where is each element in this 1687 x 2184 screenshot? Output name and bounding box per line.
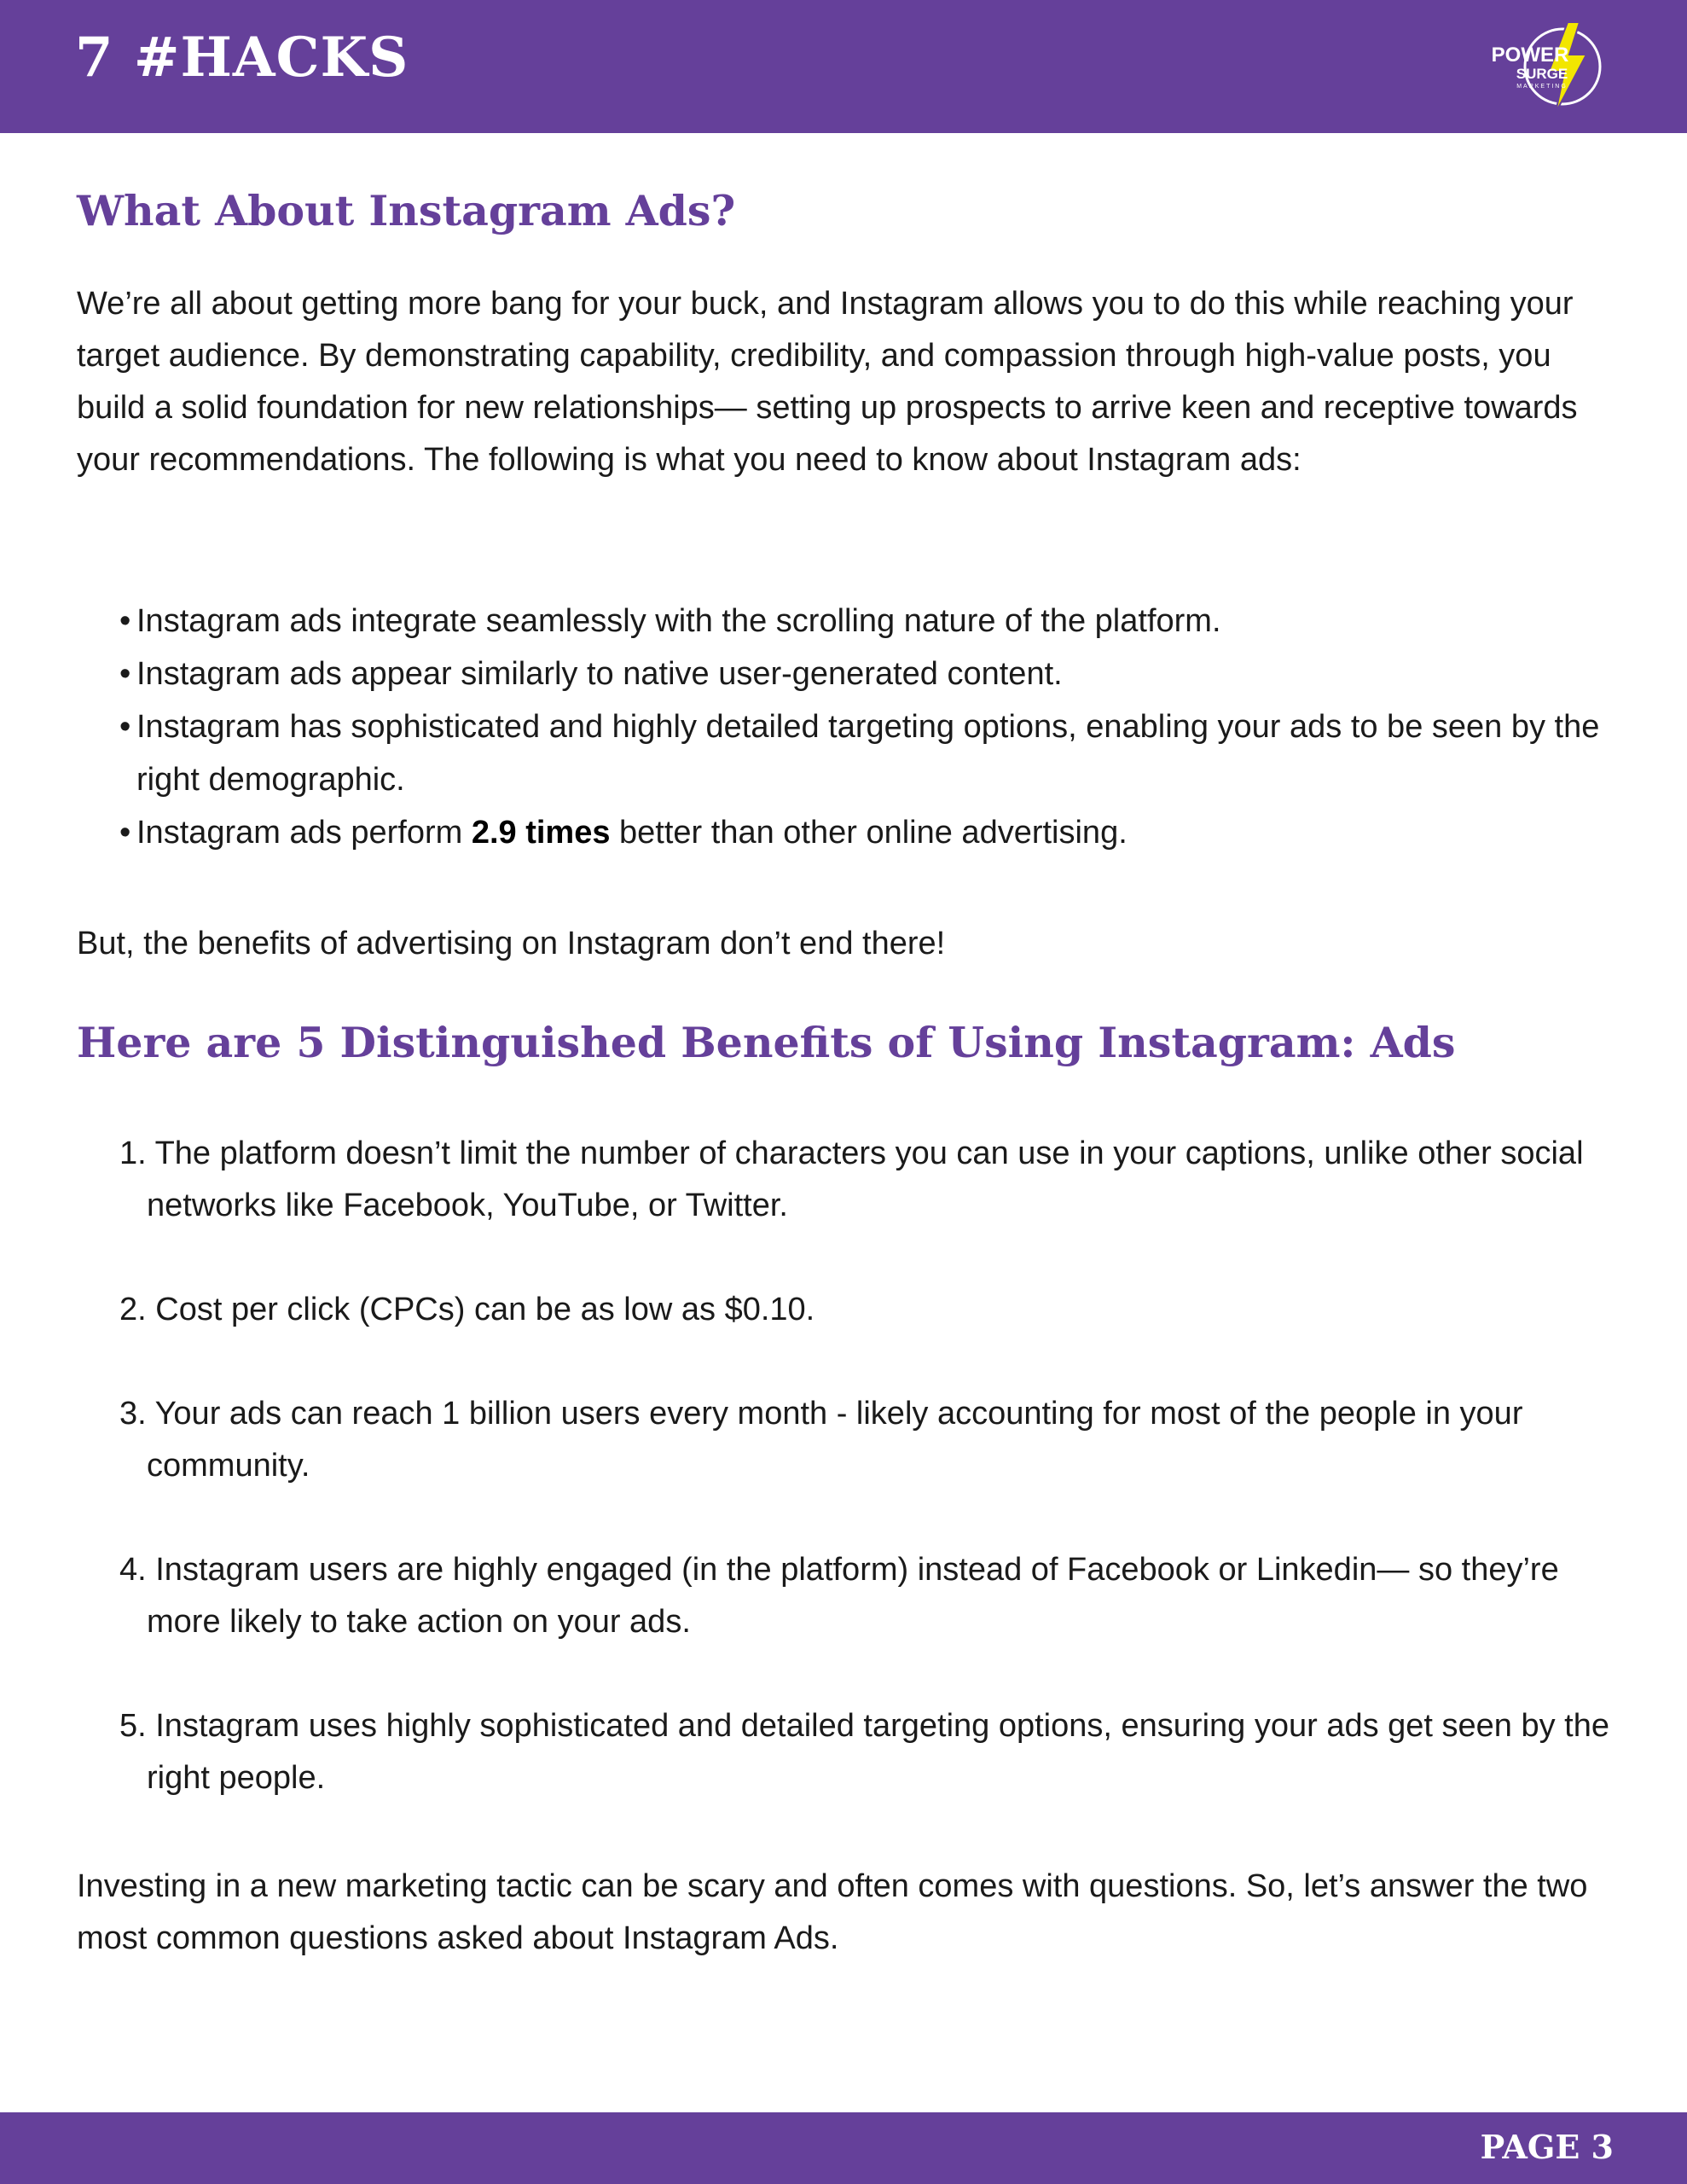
list-item: 2. Cost per click (CPCs) can be as low as $0.10.: [119, 1292, 815, 1327]
list-item: [119, 806, 1620, 859]
list-item: 1. The platform doesn’t limit the number of characters you can use in your captions, unlike other social networks like Facebook, YouTube, or Twitter.: [119, 1136, 1584, 1223]
page-number: PAGE 3: [1480, 2128, 1614, 2166]
list-item: 5. Instagram uses highly sophisticated and detailed targeting options, ensuring your ads get seen by the right people.: [119, 1708, 1609, 1796]
bullet-text-before: Instagram ads perform: [136, 815, 472, 851]
logo-text-marketing: MARKETING: [1516, 84, 1568, 90]
list-item: • Instagram has sophisticated and highly detailed targeting options, enabling your ads to be seen by the right demographic.: [119, 700, 1620, 806]
document-title: 7 #HACKS: [75, 26, 409, 90]
bold-stat: 2.9 times: [471, 815, 611, 851]
header-bar: [0, 0, 1687, 133]
list-item: • Instagram ads appear similarly to native user-generated content.: [119, 648, 1620, 700]
power-surge-logo: [1467, 17, 1612, 116]
section-heading-benefits: Here are 5 Distinguished Benefits of Using Instagram: Ads: [77, 1018, 1456, 1067]
footer-bar: [0, 2112, 1687, 2184]
final-paragraph: Investing in a new marketing tactic can be scary and often comes with questions. So, let’s answer the two most common questions asked about Instagram Ads.: [77, 1868, 1588, 1956]
list-item: 4. Instagram users are highly engaged (in the platform) instead of Facebook or Linkedin— so they’re more likely to take action on your ads.: [119, 1552, 1559, 1640]
intro-paragraph: We’re all about getting more bang for your buck, and Instagram allows you to do this while reaching your target audience. By demonstrating capability, credibility, and compassion through high-value posts, you build a solid foundation for new relationships— setting up prospects to arrive keen and receptive towards your recommendations. The following is what you need to know about Instagram ads:: [77, 286, 1578, 478]
closing-paragraph: But, the benefits of advertising on Instagram don’t end there!: [77, 926, 946, 961]
benefits-list: [119, 1128, 1620, 1856]
bullet-text-after: better than other online advertising.: [610, 815, 1128, 851]
ads-facts-list: [119, 595, 1620, 859]
logo-text-power: POWER: [1491, 44, 1569, 67]
section-heading-instagram-ads: What About Instagram Ads?: [77, 186, 736, 235]
list-item: 3. Your ads can reach 1 billion users every month - likely accounting for most of the people in your community.: [119, 1396, 1523, 1484]
logo-text-surge: SURGE: [1516, 66, 1568, 82]
list-item: • Instagram ads integrate seamlessly with the scrolling nature of the platform.: [119, 595, 1620, 648]
